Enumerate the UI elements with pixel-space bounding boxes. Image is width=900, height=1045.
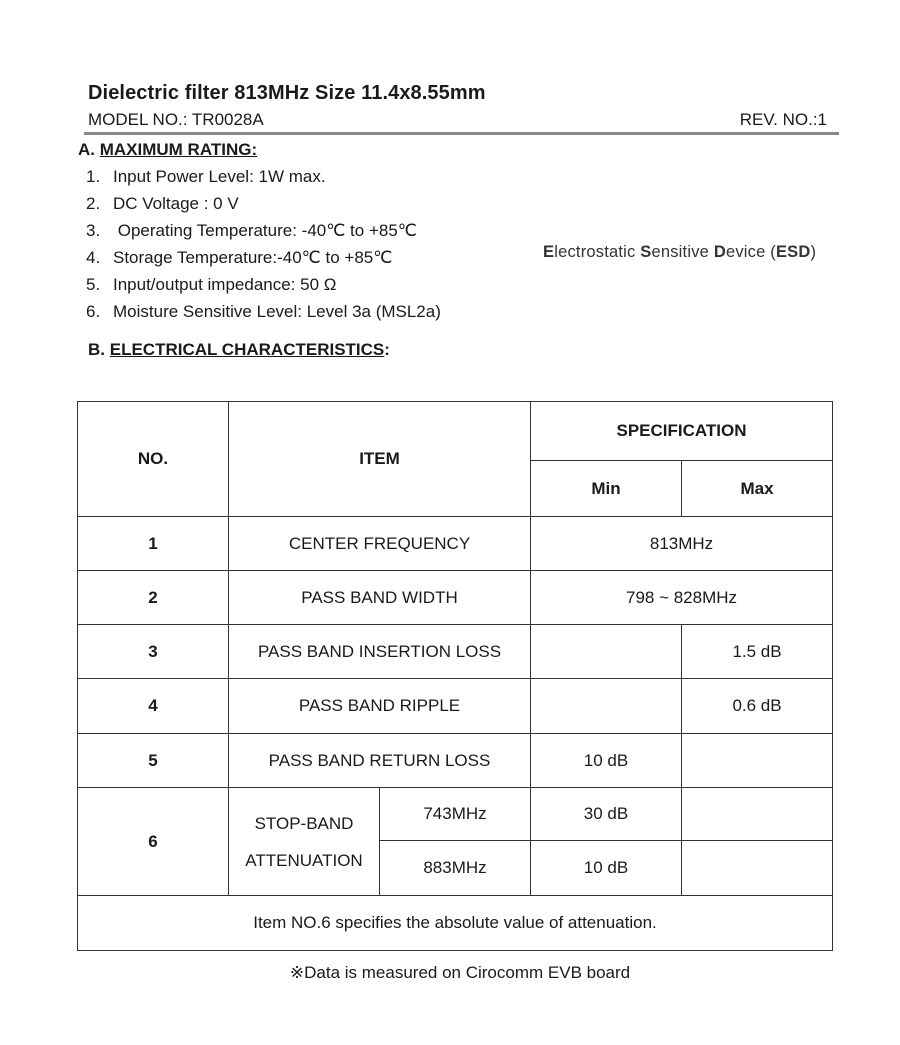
header-specification: SPECIFICATION	[531, 402, 833, 461]
section-a-title: MAXIMUM RATING:	[99, 140, 258, 159]
esd-letter-d: D	[713, 243, 726, 261]
item-text: Input/output impedance: 50 Ω	[113, 275, 337, 294]
row-item: PASS BAND RIPPLE	[229, 679, 531, 734]
esd-word-evice: evice (	[725, 243, 776, 261]
row-max	[682, 841, 833, 896]
row-no: 2	[78, 571, 229, 625]
footnote: ※Data is measured on Cirocomm EVB board	[289, 963, 631, 982]
row-max	[682, 788, 833, 841]
row-value: 798 ~ 828MHz	[531, 571, 833, 625]
header-rule	[84, 132, 839, 135]
row-min	[531, 625, 682, 679]
esd-letter-e: E	[543, 243, 555, 261]
table-note: Item NO.6 specifies the absolute value of attenuation.	[78, 896, 833, 951]
item-text: Input Power Level: 1W max.	[113, 167, 326, 186]
row-max	[682, 734, 833, 788]
row-min	[531, 679, 682, 734]
section-b-heading	[88, 340, 390, 360]
model-number: MODEL NO.: TR0028A	[88, 110, 264, 129]
row-no: 1	[78, 517, 229, 571]
header-no: NO.	[78, 402, 229, 517]
row-no: 3	[78, 625, 229, 679]
row-value: 813MHz	[531, 517, 833, 571]
row-no: 5	[78, 734, 229, 788]
list-item	[86, 301, 441, 328]
section-b-prefix: B.	[88, 340, 105, 359]
item-text: Storage Temperature:-40℃ to +85℃	[113, 248, 393, 267]
electrical-characteristics-table	[77, 401, 833, 951]
stop-band-line1: STOP-BAND	[254, 813, 354, 833]
header-item: ITEM	[229, 402, 531, 517]
esd-label	[543, 243, 816, 262]
item-number: 5.	[86, 275, 101, 294]
row-no: 6	[78, 788, 229, 896]
list-item	[86, 220, 441, 247]
table-row	[78, 788, 833, 841]
table-row	[78, 517, 833, 571]
table-note-row	[78, 896, 833, 951]
row-item: PASS BAND RETURN LOSS	[229, 734, 531, 788]
item-number: 3.	[86, 221, 101, 240]
item-text: DC Voltage : 0 V	[113, 194, 239, 213]
row-min: 30 dB	[531, 788, 682, 841]
row-max: 1.5 dB	[682, 625, 833, 679]
list-item	[86, 166, 441, 193]
revision-number: REV. NO.:1	[739, 110, 827, 129]
section-b-title: ELECTRICAL CHARACTERISTICS	[109, 340, 385, 359]
list-item	[86, 247, 441, 274]
item-number: 2.	[86, 194, 101, 213]
esd-word-ensitive: ensitive	[651, 243, 714, 261]
row-frequency: 743MHz	[380, 788, 531, 841]
maximum-rating-list	[86, 166, 441, 328]
stop-band-line2: ATTENUATION	[245, 850, 363, 870]
row-max: 0.6 dB	[682, 679, 833, 734]
row-item: PASS BAND INSERTION LOSS	[229, 625, 531, 679]
esd-close-paren: )	[810, 243, 817, 261]
table-row	[78, 571, 833, 625]
row-min: 10 dB	[531, 841, 682, 896]
item-text: Operating Temperature: -40℃ to +85℃	[113, 221, 417, 240]
row-item: CENTER FREQUENCY	[229, 517, 531, 571]
esd-abbreviation: ESD	[775, 243, 811, 261]
item-number: 6.	[86, 302, 101, 321]
item-number: 4.	[86, 248, 101, 267]
header-max: Max	[682, 461, 833, 517]
header-min: Min	[531, 461, 682, 517]
list-item	[86, 274, 441, 301]
list-item	[86, 193, 441, 220]
table-row	[78, 625, 833, 679]
section-b-colon: :	[384, 340, 390, 359]
item-number: 1.	[86, 167, 101, 186]
document-title: Dielectric filter 813MHz Size 11.4x8.55mm	[88, 82, 486, 104]
esd-letter-s: S	[640, 243, 652, 261]
esd-word-lectrostatic: lectrostatic	[554, 243, 641, 261]
table-row	[78, 679, 833, 734]
item-text: Moisture Sensitive Level: Level 3a (MSL2a)	[113, 302, 441, 321]
row-no: 4	[78, 679, 229, 734]
row-item-stop-band	[229, 788, 380, 896]
section-a-heading	[78, 140, 257, 160]
row-item: PASS BAND WIDTH	[229, 571, 531, 625]
section-a-prefix: A.	[78, 140, 95, 159]
row-frequency: 883MHz	[380, 841, 531, 896]
row-min: 10 dB	[531, 734, 682, 788]
table-row	[78, 734, 833, 788]
